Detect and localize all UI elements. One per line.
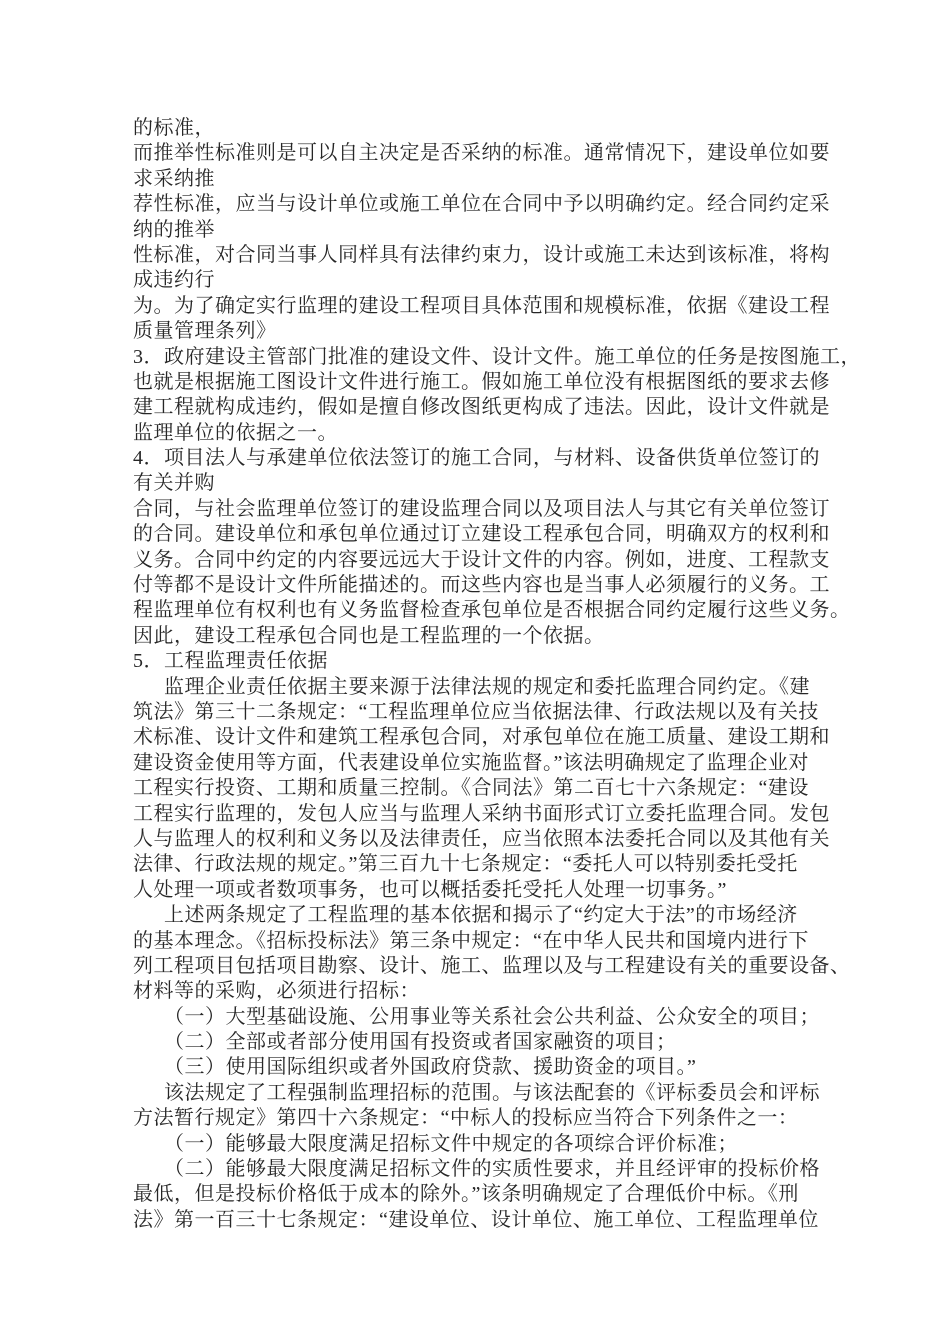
text-line: 方法暂行规定》第四十六条规定：“中标人的投标应当符合下列条件之一： — [133, 1107, 799, 1130]
text-line: 法》第一百三十七条规定：“建设单位、设计单位、施工单位、工程监理单位 — [133, 1208, 819, 1231]
text-line: 上述两条规定了工程监理的基本依据和揭示了“约定大于法”的市场经济 — [164, 904, 798, 927]
text-line: 术标准、设计文件和建筑工程承包合同，对承包单位在施工质量、建设工期和 — [133, 726, 830, 749]
text-line: 纳的推举 — [133, 218, 215, 241]
text-line: 监理企业责任依据主要来源于法律法规的规定和委托监理合同约定。《建 — [164, 675, 810, 698]
text-line: 4．项目法人与承建单位依法签订的施工合同，与材料、设备供货单位签订的 — [133, 447, 820, 470]
text-line: 的基本理念。《招标投标法》第三条中规定：“在中华人民共和国境内进行下 — [133, 929, 809, 952]
document-text-block — [133, 116, 861, 1233]
text-line: （一）大型基础设施、公用事业等关系社会公共利益、公众安全的项目； — [164, 1005, 820, 1028]
text-line: 因此，建设工程承包合同也是工程监理的一个依据。 — [133, 624, 605, 647]
text-line: 人与监理人的权利和义务以及法律责任，应当依照本法委托合同以及其他有关 — [133, 827, 830, 850]
text-line: 为。为了确定实行监理的建设工程项目具体范围和规模标准，依据《建设工程 — [133, 294, 830, 317]
text-line: 程监理单位有权利也有义务监督检查承包单位是否根据合同约定履行这些义务。 — [133, 599, 851, 622]
text-line: 的标准， — [133, 117, 215, 139]
text-line: 性标准，对合同当事人同样具有法律约束力，设计或施工未达到该标准，将构 — [133, 243, 830, 266]
text-line: 而推举性标准则是可以自主决定是否采纳的标准。通常情况下，建设单位如要 — [133, 142, 830, 165]
text-line: 合同，与社会监理单位签订的建设监理合同以及项目法人与其它有关单位签订 — [133, 497, 830, 520]
text-line: 监理单位的依据之一。 — [133, 421, 338, 444]
text-line: 材料等的采购，必须进行招标： — [133, 980, 420, 1003]
text-line: （二）全部或者部分使用国有投资或者国家融资的项目； — [164, 1031, 677, 1054]
text-line: 有关并购 — [133, 472, 215, 495]
text-line: 5．工程监理责任依据 — [133, 650, 328, 673]
text-line: 最低，但是投标价格低于成本的除外。”该条明确规定了合理低价中标。《刑 — [133, 1183, 799, 1206]
text-line: 荐性标准，应当与设计单位或施工单位在合同中予以明确约定。经合同约定采 — [133, 193, 830, 216]
text-line: 的合同。建设单位和承包单位通过订立建设工程承包合同，明确双方的权利和 — [133, 523, 830, 546]
text-line: 列工程项目包括项目勘察、设计、施工、监理以及与工程建设有关的重要设备、 — [133, 954, 851, 977]
text-line: 筑法》第三十二条规定：“工程监理单位应当依据法律、行政法规以及有关技 — [133, 700, 819, 723]
text-line: 法律、行政法规的规定。”第三百九十七条规定：“委托人可以特别委托受托 — [133, 853, 798, 876]
text-line: 义务。合同中约定的内容要远远大于设计文件的内容。例如，进度、工程款支 — [133, 548, 830, 571]
text-line: （二）能够最大限度满足招标文件的实质性要求，并且经评审的投标价格 — [164, 1158, 820, 1181]
text-line: 建设资金使用等方面，代表建设单位实施监督。”该法明确规定了监理企业对 — [133, 751, 809, 774]
text-line: 人处理一项或者数项事务，也可以概括委托受托人处理一切事务。” — [133, 878, 727, 901]
text-line: 成违约行 — [133, 269, 215, 292]
text-line: 工程实行监理的，发包人应当与监理人采纳书面形式订立委托监理合同。发包 — [133, 802, 830, 825]
text-line: 3．政府建设主管部门批准的建设文件、设计文件。施工单位的任务是按图施工， — [133, 345, 861, 368]
text-line: 付等都不是设计文件所能描述的。而这些内容也是当事人必须履行的义务。工 — [133, 574, 830, 597]
text-line: 求采纳推 — [133, 167, 215, 190]
text-line: 工程实行投资、工期和质量三控制。《合同法》第二百七十六条规定：“建设 — [133, 777, 809, 800]
text-line: 质量管理条列》 — [133, 320, 277, 343]
text-line: （一）能够最大限度满足招标文件中规定的各项综合评价标准； — [164, 1132, 738, 1155]
text-line: 也就是根据施工图设计文件进行施工。假如施工单位没有根据图纸的要求去修 — [133, 370, 830, 393]
text-line: 建工程就构成违约，假如是擅自修改图纸更构成了违法。因此，设计文件就是 — [133, 396, 830, 419]
text-line: 该法规定了工程强制监理招标的范围。与该法配套的《评标委员会和评标 — [164, 1081, 820, 1104]
text-line: （三）使用国际组织或者外国政府贷款、援助资金的项目。” — [164, 1056, 697, 1079]
